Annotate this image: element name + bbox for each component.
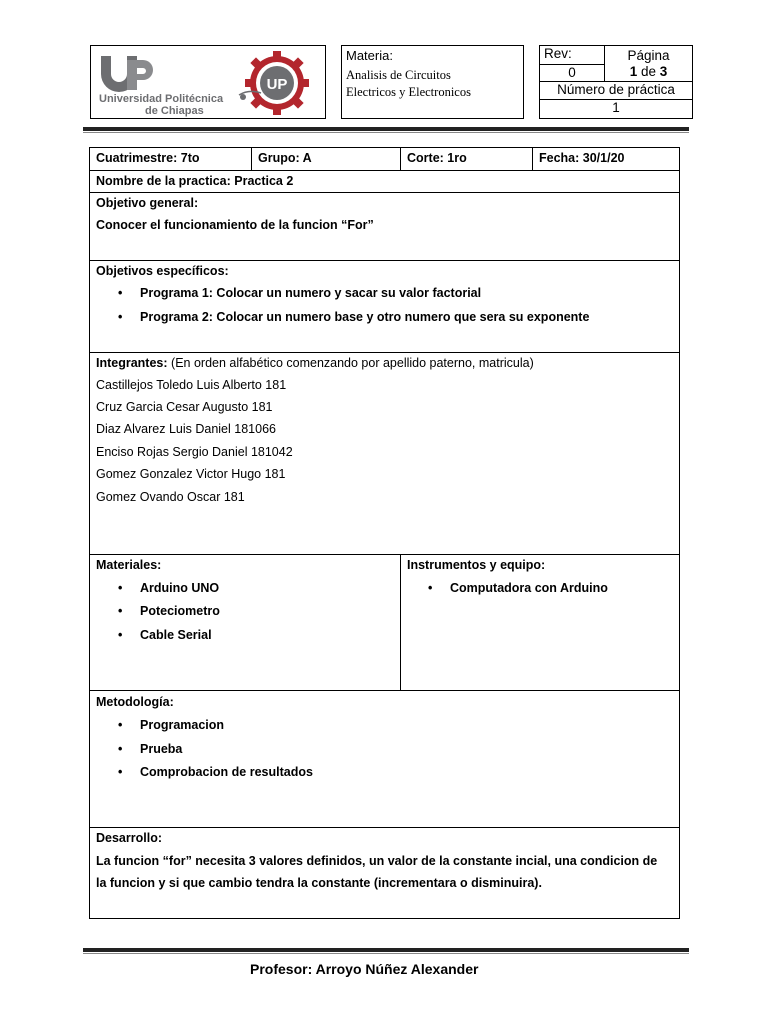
profesor-name: Profesor: Arroyo Núñez Alexander (250, 961, 479, 977)
nombre-row (90, 171, 679, 193)
numero-practica-value: 1 (539, 99, 693, 119)
university-logo-box (90, 45, 326, 119)
metodologia-label: Metodología: (96, 695, 174, 709)
nombre-practica-field: Nombre de la practica: Practica 2 (96, 174, 294, 188)
objetivo-general-section (90, 193, 679, 261)
desarrollo-text-line1: La funcion “for” necesita 3 valores definidos, un valor de la constante incial, una condicion de (96, 854, 658, 868)
grupo-field: Grupo: A (258, 151, 312, 165)
materia-value-line1: Analisis de Circuitos (346, 68, 451, 82)
corte-field: Corte: 1ro (407, 151, 467, 165)
university-name-line2: de Chiapas (145, 105, 204, 117)
revision-table (539, 45, 693, 119)
up-logo-icon (97, 52, 163, 92)
list-item: • Prueba (118, 742, 183, 756)
integrantes-note: (En orden alfabético comenzando por apellido paterno, matricula) (171, 356, 534, 370)
footer-divider (83, 948, 689, 952)
objetivos-especificos-label: Objetivos específicos: (96, 264, 229, 278)
pagina-value (605, 64, 692, 80)
pagina-cell (604, 45, 693, 82)
numero-practica-label: Número de práctica (539, 81, 693, 100)
pagina-label: Página (627, 48, 670, 63)
list-item: Gomez Ovando Oscar 181 (96, 490, 245, 504)
header-divider (83, 127, 689, 131)
desarrollo-section (90, 828, 679, 918)
objetivo-general-text: Conocer el funcionamiento de la funcion “For” (96, 218, 374, 232)
mechatronics-seal-icon (237, 49, 315, 117)
rev-value: 0 (539, 64, 605, 82)
fecha-field: Fecha: 30/1/20 (539, 151, 625, 165)
desarrollo-text-line2: la funcion y si que cambio tendra la constante (incrementara o disminuira). (96, 876, 542, 890)
metodologia-section (90, 691, 679, 828)
header-divider-thin (83, 132, 689, 133)
form-info-row (90, 148, 679, 171)
pagina-de: de (640, 64, 657, 79)
desarrollo-label: Desarrollo: (96, 831, 162, 845)
practice-form (89, 147, 680, 919)
footer-divider-thin (83, 953, 689, 954)
rev-label: Rev: (539, 45, 605, 65)
list-item: • Programacion (118, 718, 225, 732)
list-item: Enciso Rojas Sergio Daniel 181042 (96, 445, 293, 459)
integrantes-heading (96, 355, 534, 371)
seal-monogram: UP (266, 76, 288, 93)
integrantes-label: Integrantes: (96, 356, 168, 370)
list-item: • Programa 2: Colocar un numero base y otro numero que sera su exponente (118, 310, 590, 324)
materiales-section (90, 555, 679, 691)
objetivos-especificos-section (90, 261, 679, 353)
list-item: • Computadora con Arduino (428, 581, 608, 595)
list-item: Diaz Alvarez Luis Daniel 181066 (96, 422, 276, 436)
university-name-line1: Universidad Politécnica (99, 93, 224, 105)
pagina-current: 1 (629, 64, 638, 79)
list-item: Gomez Gonzalez Victor Hugo 181 (96, 467, 286, 481)
list-item: • Comprobacion de resultados (118, 765, 313, 779)
materia-value-line2: Electricos y Electronicos (346, 85, 471, 99)
list-item: • Cable Serial (118, 628, 212, 642)
materiales-label: Materiales: (96, 558, 162, 572)
list-item: Cruz Garcia Cesar Augusto 181 (96, 400, 273, 414)
list-item: • Arduino UNO (118, 581, 220, 595)
integrantes-section (90, 353, 679, 555)
objetivo-general-label: Objetivo general: (96, 196, 199, 210)
pagina-total: 3 (659, 64, 668, 79)
list-item: Castillejos Toledo Luis Alberto 181 (96, 378, 287, 392)
instrumentos-label: Instrumentos y equipo: (407, 558, 546, 572)
list-item: • Programa 1: Colocar un numero y sacar su valor factorial (118, 286, 482, 300)
materia-box (341, 45, 524, 119)
list-item: • Poteciometro (118, 604, 220, 618)
cuatrimestre-field: Cuatrimestre: 7to (96, 151, 200, 165)
materia-label: Materia: (346, 48, 393, 63)
